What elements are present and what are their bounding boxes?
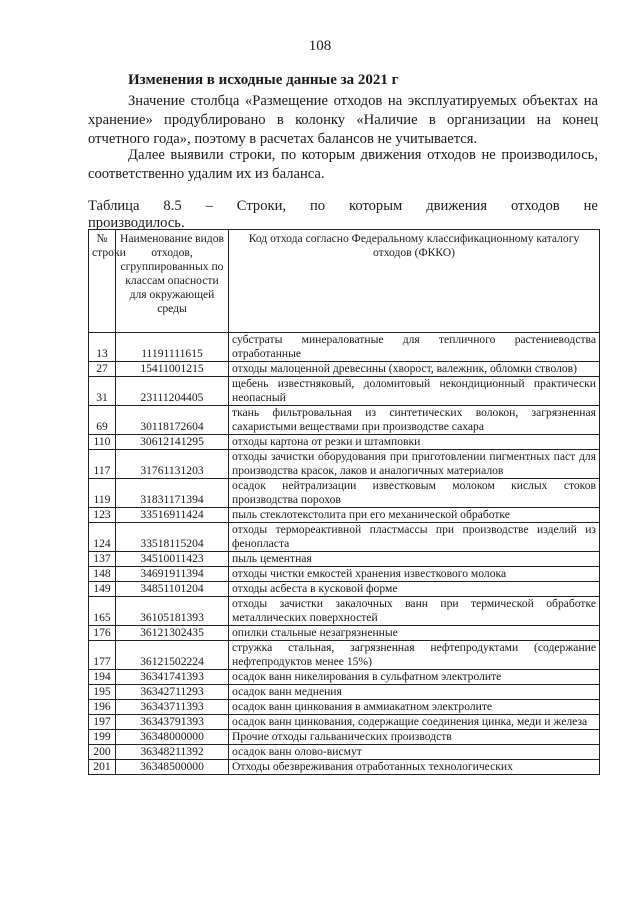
description-cell: Отходы обезвреживания отработанных технологических xyxy=(229,760,600,775)
table-row xyxy=(89,362,600,377)
waste-code-cell: 36348500000 xyxy=(116,760,229,775)
table-row xyxy=(89,582,600,597)
row-number-cell: 27 xyxy=(89,362,116,377)
row-number-cell: 148 xyxy=(89,567,116,582)
description-cell: отходы асбеста в кусковой форме xyxy=(229,582,600,597)
caption-word: 8.5 xyxy=(163,198,182,214)
row-number-cell: 200 xyxy=(89,745,116,760)
description-cell: осадок ванн меднения xyxy=(229,685,600,700)
description-cell: отходы малоценной древесины (хворост, валежник, обломки стволов) xyxy=(229,362,600,377)
caption-word: по xyxy=(309,198,326,214)
row-number-cell: 31 xyxy=(89,377,116,406)
table-row xyxy=(89,597,600,626)
table-row xyxy=(89,377,600,406)
header-fkko-code: Код отхода согласно Федеральному классификационному каталогу отходов (ФККО) xyxy=(229,230,600,333)
caption-word: Строки, xyxy=(236,198,287,214)
description-cell: отходы зачистки оборудования при приготовлении пигментных паст для производства красок, лаков и аналогичных материалов xyxy=(229,450,600,479)
waste-code-cell: 36121302435 xyxy=(116,626,229,641)
row-number-cell: 13 xyxy=(89,333,116,362)
description-cell: осадок ванн олово-висмут xyxy=(229,745,600,760)
row-number-cell: 165 xyxy=(89,597,116,626)
row-number-cell: 199 xyxy=(89,730,116,745)
description-cell: отходы термореактивной пластмассы при производстве изделий из фенопласта xyxy=(229,523,600,552)
table-row xyxy=(89,567,600,582)
caption-word: не xyxy=(583,198,598,214)
description-cell: пыль цементная xyxy=(229,552,600,567)
row-number-cell: 194 xyxy=(89,670,116,685)
waste-code-cell: 36121502224 xyxy=(116,641,229,670)
row-number-cell: 149 xyxy=(89,582,116,597)
table-row xyxy=(89,641,600,670)
description-cell: отходы зачистки закалочных ванн при термической обработке металлических поверхностей xyxy=(229,597,600,626)
table-row xyxy=(89,760,600,775)
table-row xyxy=(89,406,600,435)
row-number-cell: 123 xyxy=(89,508,116,523)
paragraph-2: Далее выявили строки, по которым движения отходов не производилось, соответственно удалим их из баланса. xyxy=(88,147,598,182)
waste-code-cell: 36343791393 xyxy=(116,715,229,730)
table-row xyxy=(89,508,600,523)
waste-code-cell: 34691911394 xyxy=(116,567,229,582)
table-row xyxy=(89,670,600,685)
waste-code-cell: 15411001215 xyxy=(116,362,229,377)
caption-line-1 xyxy=(88,198,598,215)
header-waste-name: Наименование видов отходов, сгруппированных по классам опасности для окружающей среды xyxy=(116,230,229,333)
table-row xyxy=(89,745,600,760)
paragraph-1: Значение столбца «Размещение отходов на эксплуатируемых объектах на хранение» продублировано в колонку «Наличие в организации на конец отчетного года», поэтому в расчетах балансов не учитывается. xyxy=(88,93,598,147)
waste-code-cell: 36342711293 xyxy=(116,685,229,700)
row-number-cell: 137 xyxy=(89,552,116,567)
table-row xyxy=(89,333,600,362)
row-number-cell: 124 xyxy=(89,523,116,552)
row-number-cell: 177 xyxy=(89,641,116,670)
description-cell: ткань фильтровальная из синтетических волокон, загрязненная сахаристыми веществами при производстве сахара xyxy=(229,406,600,435)
description-cell: осадок ванн цинкования в аммиакатном электролите xyxy=(229,700,600,715)
caption-word: которым xyxy=(349,198,403,214)
table-row xyxy=(89,552,600,567)
caption-word: – xyxy=(205,198,213,214)
description-cell: опилки стальные незагрязненные xyxy=(229,626,600,641)
waste-code-cell: 34851101204 xyxy=(116,582,229,597)
waste-code-cell: 11191111615 xyxy=(116,333,229,362)
waste-code-cell: 30612141295 xyxy=(116,435,229,450)
waste-code-cell: 33518115204 xyxy=(116,523,229,552)
description-cell: субстраты минераловатные для тепличного растениеводства отработанные xyxy=(229,333,600,362)
table-row xyxy=(89,626,600,641)
waste-code-cell: 36343711393 xyxy=(116,700,229,715)
caption-word: отходов xyxy=(510,198,560,214)
description-cell: осадок ванн никелирования в сульфатном электролите xyxy=(229,670,600,685)
page-number: 108 xyxy=(308,38,332,54)
description-cell: осадок нейтрализации известковым молоком кислых стоков производства порохов xyxy=(229,479,600,508)
description-cell: отходы чистки емкостей хранения известкового молока xyxy=(229,567,600,582)
description-cell: отходы картона от резки и штамповки xyxy=(229,435,600,450)
description-cell: стружка стальная, загрязненная нефтепродуктами (содержание нефтепродуктов менее 15%) xyxy=(229,641,600,670)
row-number-cell: 197 xyxy=(89,715,116,730)
row-number-cell: 176 xyxy=(89,626,116,641)
caption-word: движения xyxy=(426,198,488,214)
description-cell: пыль стеклотекстолита при его механической обработке xyxy=(229,508,600,523)
row-number-cell: 201 xyxy=(89,760,116,775)
description-cell: щебень известняковый, доломитовый некондиционный практически неопасный xyxy=(229,377,600,406)
table-header-row xyxy=(89,230,600,333)
waste-table xyxy=(88,229,600,775)
table-row xyxy=(89,715,600,730)
waste-code-cell: 23111204405 xyxy=(116,377,229,406)
table-row xyxy=(89,450,600,479)
table-row xyxy=(89,523,600,552)
table-row xyxy=(89,700,600,715)
waste-code-cell: 30118172604 xyxy=(116,406,229,435)
waste-code-cell: 36105181393 xyxy=(116,597,229,626)
description-cell: Прочие отходы гальванических производств xyxy=(229,730,600,745)
table-body xyxy=(89,333,600,775)
table-row xyxy=(89,479,600,508)
waste-code-cell: 31761131203 xyxy=(116,450,229,479)
caption-line-2: производилось. xyxy=(88,215,185,231)
waste-code-cell: 36348211392 xyxy=(116,745,229,760)
table-row xyxy=(89,730,600,745)
caption-word: Таблица xyxy=(88,198,140,214)
header-row-number: № строки xyxy=(89,230,116,333)
waste-code-cell: 36348000000 xyxy=(116,730,229,745)
row-number-cell: 195 xyxy=(89,685,116,700)
waste-code-cell: 34510011423 xyxy=(116,552,229,567)
table-caption xyxy=(88,198,598,232)
row-number-cell: 119 xyxy=(89,479,116,508)
section-heading: Изменения в исходные данные за 2021 г xyxy=(128,72,399,88)
row-number-cell: 117 xyxy=(89,450,116,479)
table-row xyxy=(89,685,600,700)
row-number-cell: 69 xyxy=(89,406,116,435)
waste-code-cell: 31831171394 xyxy=(116,479,229,508)
waste-code-cell: 33516911424 xyxy=(116,508,229,523)
row-number-cell: 196 xyxy=(89,700,116,715)
description-cell: осадок ванн цинкования, содержащие соединения цинка, меди и железа xyxy=(229,715,600,730)
waste-code-cell: 36341741393 xyxy=(116,670,229,685)
table-row xyxy=(89,435,600,450)
row-number-cell: 110 xyxy=(89,435,116,450)
